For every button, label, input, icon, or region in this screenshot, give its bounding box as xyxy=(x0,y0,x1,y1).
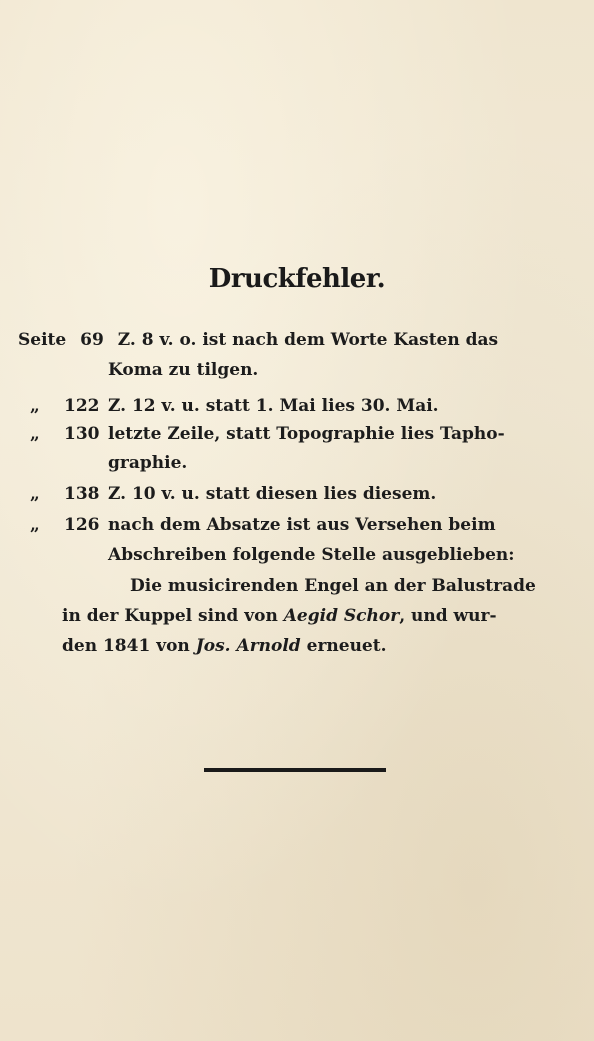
entry-page-number: 69 xyxy=(80,330,104,350)
entry-page-number: 122 xyxy=(64,396,100,416)
entry-prefix: Seite xyxy=(18,330,67,350)
quoted-passage-line-3 xyxy=(62,636,387,656)
passage-text: erneuet. xyxy=(300,636,387,656)
erratum-entry-1-continuation: Koma zu tilgen. xyxy=(108,360,259,380)
passage-text: den 1841 von xyxy=(62,636,196,656)
entry-text: Z. 10 v. u. statt diesen lies diesem. xyxy=(108,484,437,504)
entry-page-number: 130 xyxy=(64,424,100,444)
entry-text: Z. 12 v. u. statt 1. Mai lies 30. Mai. xyxy=(108,396,439,416)
ditto-mark: „ xyxy=(30,484,40,504)
erratum-entry-5 xyxy=(30,515,496,535)
passage-text: in der Kuppel sind von xyxy=(62,606,284,626)
closing-rule xyxy=(204,768,386,772)
entry-text: nach dem Absatze ist aus Versehen beim xyxy=(108,515,496,535)
erratum-entry-3 xyxy=(30,424,505,444)
restorer-name: Jos. Arnold xyxy=(195,636,301,656)
passage-text: , und wur- xyxy=(399,606,497,626)
quoted-passage-line-1: Die musicirenden Engel an der Balustrade xyxy=(130,576,536,596)
erratum-entry-4 xyxy=(30,484,437,504)
quoted-passage-line-2 xyxy=(62,606,497,626)
entry-page-number: 126 xyxy=(64,515,100,535)
erratum-entry-3-continuation: graphie. xyxy=(108,453,188,473)
entry-page-number: 138 xyxy=(64,484,100,504)
ditto-mark: „ xyxy=(30,396,40,416)
ditto-mark: „ xyxy=(30,515,40,535)
ditto-mark: „ xyxy=(30,424,40,444)
erratum-entry-2 xyxy=(30,396,439,416)
erratum-entry-1 xyxy=(18,330,498,350)
page-title: Druckfehler. xyxy=(208,264,386,294)
erratum-entry-5-continuation: Abschreiben folgende Stelle ausgeblieben: xyxy=(108,545,515,565)
artist-name: Aegid Schor xyxy=(283,606,400,626)
entry-text: letzte Zeile, statt Topographie lies Tapho- xyxy=(108,424,505,444)
entry-text: Z. 8 v. o. ist nach dem Worte Kasten das xyxy=(117,330,499,350)
